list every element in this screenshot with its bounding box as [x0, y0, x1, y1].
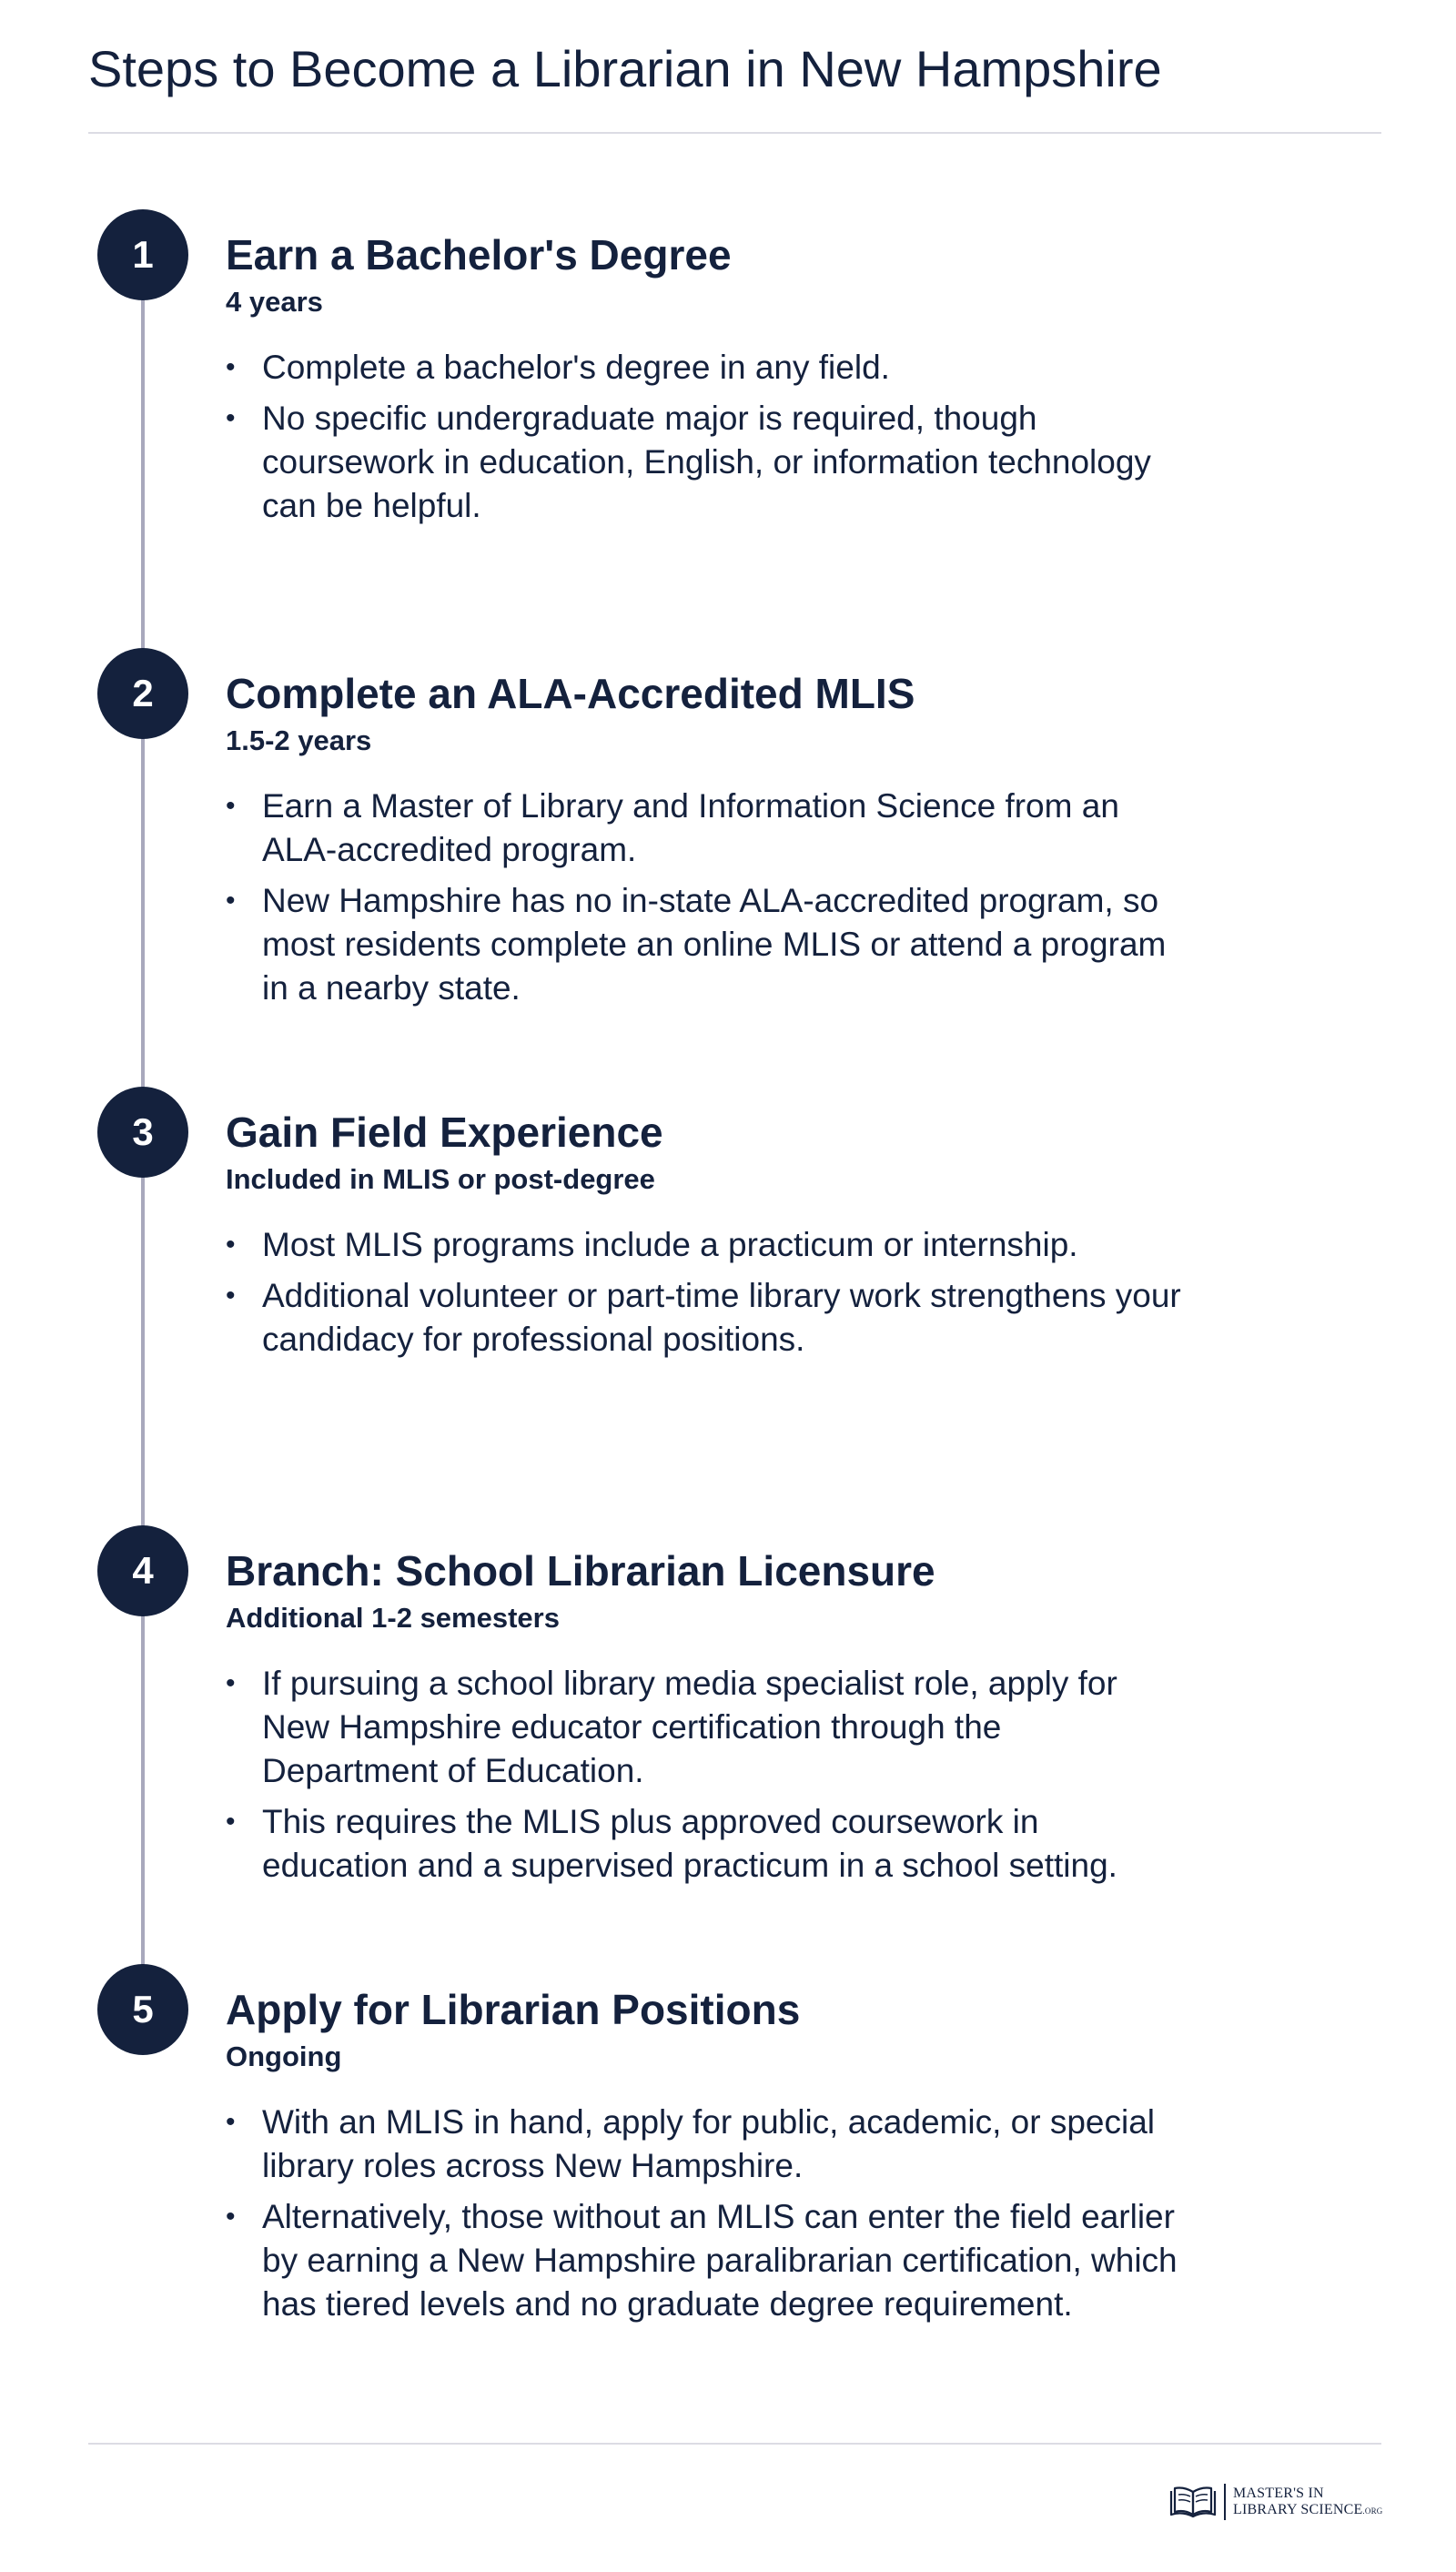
bullet-icon: • — [226, 2107, 236, 2137]
logo-line-1: MASTER'S IN — [1233, 2485, 1324, 2501]
step-bullet-list — [226, 1223, 1181, 1362]
list-item-text: No specific undergraduate major is required, though coursework in education, English, or information technology can be helpful. — [262, 400, 1151, 524]
step-number-badge: 5 — [97, 1964, 188, 2055]
open-book-icon — [1168, 2484, 1218, 2520]
list-item — [226, 1800, 1181, 1888]
bullet-icon: • — [226, 403, 236, 433]
step-content — [226, 668, 1181, 1018]
step-title: Earn a Bachelor's Degree — [226, 231, 732, 278]
logo-wordmark — [1233, 2486, 1382, 2519]
list-item — [226, 1274, 1181, 1362]
step-title: Gain Field Experience — [226, 1109, 663, 1156]
bullet-icon: • — [226, 1668, 236, 1698]
list-item-text: Earn a Master of Library and Information Science from an ALA-accredited program. — [262, 787, 1119, 868]
list-item — [226, 2101, 1181, 2188]
step-duration: Additional 1-2 semesters — [226, 1602, 560, 1634]
bullet-icon: • — [226, 1807, 236, 1837]
step-bullet-list — [226, 1662, 1181, 1888]
list-item-text: New Hampshire has no in-state ALA-accredited program, so most residents complete an online MLIS or attend a program in a nearby state. — [262, 882, 1167, 1007]
logo-divider — [1224, 2484, 1226, 2520]
step-content — [226, 1545, 1181, 1895]
bullet-icon: • — [226, 2202, 236, 2232]
step-content — [226, 1107, 1181, 1369]
list-item — [226, 397, 1181, 528]
logo-line-2 — [1233, 2502, 1382, 2519]
step-bullet-list — [226, 785, 1181, 1010]
bullet-icon: • — [226, 1281, 236, 1311]
bullet-icon: • — [226, 352, 236, 382]
list-item — [226, 785, 1181, 872]
bullet-icon: • — [226, 886, 236, 916]
logo-suffix: .ORG — [1362, 2506, 1383, 2516]
step-duration: Ongoing — [226, 2040, 342, 2072]
list-item-text: Additional volunteer or part-time library work strengthens your candidacy for professional positions. — [262, 1277, 1181, 1358]
bullet-icon: • — [226, 1230, 236, 1260]
list-item-text: With an MLIS in hand, apply for public, academic, or special library roles across New Hampshire. — [262, 2103, 1155, 2184]
step-duration: 4 years — [226, 286, 323, 318]
page-title: Steps to Become a Librarian in New Hampshire — [88, 40, 1162, 97]
list-item — [226, 2195, 1181, 2326]
list-item-text: This requires the MLIS plus approved coursework in education and a supervised practicum in a school setting. — [262, 1803, 1117, 1884]
list-item-text: Alternatively, those without an MLIS can enter the field earlier by earning a New Hampshire paralibrarian certification, which has tiered levels and no graduate degree requirement. — [262, 2198, 1178, 2323]
header-divider — [88, 132, 1381, 134]
step-title: Branch: School Librarian Licensure — [226, 1547, 935, 1595]
step-number-badge: 1 — [97, 209, 188, 300]
step-bullet-list — [226, 346, 1181, 528]
step-duration: 1.5-2 years — [226, 724, 372, 756]
step-title: Apply for Librarian Positions — [226, 1986, 801, 2033]
list-item — [226, 346, 1181, 390]
list-item-text: Most MLIS programs include a practicum or internship. — [262, 1226, 1078, 1263]
step-number-badge: 2 — [97, 648, 188, 739]
list-item — [226, 1223, 1181, 1267]
step-content — [226, 1984, 1181, 2334]
site-logo[interactable] — [1168, 2480, 1382, 2524]
list-item — [226, 879, 1181, 1010]
step-content — [226, 229, 1181, 535]
logo-line-2-text: LIBRARY SCIENCE — [1233, 2501, 1363, 2517]
list-item-text: Complete a bachelor's degree in any field. — [262, 349, 890, 386]
step-duration: Included in MLIS or post-degree — [226, 1163, 655, 1195]
list-item-text: If pursuing a school library media specialist role, apply for New Hampshire educator certification through the Department of Education. — [262, 1665, 1117, 1789]
bullet-icon: • — [226, 791, 236, 821]
list-item — [226, 1662, 1181, 1793]
step-number-badge: 3 — [97, 1087, 188, 1178]
step-title: Complete an ALA-Accredited MLIS — [226, 670, 915, 717]
footer-divider — [88, 2443, 1381, 2445]
step-number-badge: 4 — [97, 1525, 188, 1616]
step-bullet-list — [226, 2101, 1181, 2326]
